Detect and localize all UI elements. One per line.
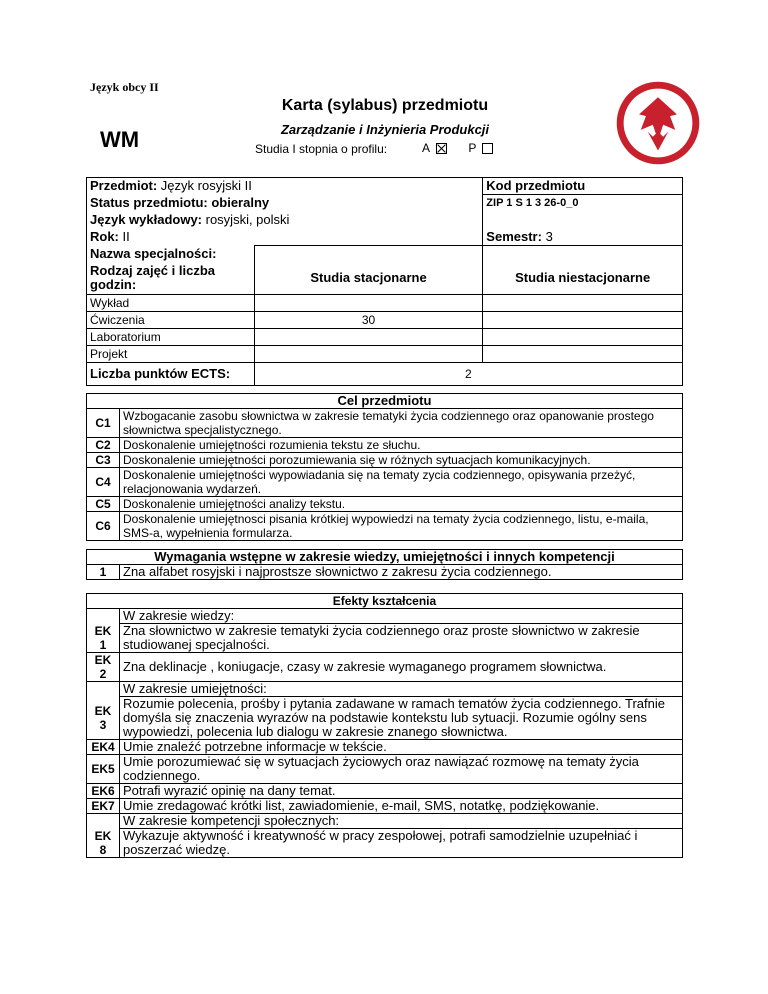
wymagania-item: Zna alfabet rosyjski i najprostsze słownictwo z zakresu życia codziennego. bbox=[120, 565, 683, 580]
cel-item: Doskonalenie umiejętności analizy tekstu. bbox=[120, 497, 683, 512]
rok-cell: Rok: II bbox=[87, 229, 483, 246]
semestr-cell: Semestr: 3 bbox=[483, 229, 683, 246]
cel-item: Wzbogacanie zasobu słownictwa w zakresie tematyki życia codziennego oraz opanowanie prostego słownictwa specjalistycznego. bbox=[120, 409, 683, 438]
efekty-item: Umie znaleźć potrzebne informacje w tekście. bbox=[120, 740, 683, 755]
efekty-table: Efekty kształcenia W zakresie wiedzy: EK 1 Zna słownictwo w zakresie tematyki życia codziennego oraz proste słownictwo w zakresie studiowanej specjalności. EK 2 Zna deklinacje , koniugacje, czasy w zakresie wymaganego programem słownictwa. W zakresie umiejętności: EK 3 Rozumie polecenia, prośby i pytania zadawane w ramach tematów życia codziennego. Trafnie domyśla się znaczenia wyrazów na podstawie kontekstu lub sytuacji. Rozumie ogólny sens wypowiedzi, polecenia lub dialogu w zakresie znanego słownictwa. EK4 Umie znaleźć potrzebne informacje w tekście. EK5 Umie porozumiewać się w sytuacjach życiowych oraz nawiązać rozmowę na tematy życia codziennego. EK6 Potrafi wyrazić opinię na dany temat. EK7 Umie zredagować krótki list, zawiadomienie, e-mail, SMS, notatkę, podziękowanie. W zakresie kompetencji społecznych: EK 8 Wykazuje aktywność i kreatywność w pracy zespołowej, potrafi samodzielnie uzupełniać i poszerzać wiedzę. bbox=[86, 593, 683, 858]
ects-label: Liczba punktów ECTS: bbox=[87, 363, 255, 386]
kod-value: ZIP 1 S 1 3 26-0_0 bbox=[483, 195, 683, 212]
faculty-name: Zarządzanie i Inżynieria Produkcji bbox=[280, 122, 490, 137]
jezyk-cell: Język wykładowy: rosyjski, polski bbox=[87, 212, 483, 229]
profile-options bbox=[422, 141, 493, 155]
cel-item: Doskonalenie umiejętnosci pisania krótkiej wypowiedzi na tematy życia codziennego, listu, e-maila, SMS-a, wypełnienia formularza. bbox=[120, 512, 683, 541]
efekty-item: Wykazuje aktywność i kreatywność w pracy zespołowej, potrafi samodzielnie uzupełniać i poszerzać wiedzę. bbox=[120, 829, 683, 858]
efekty-item: W zakresie wiedzy: bbox=[120, 609, 683, 624]
document-title: Karta (sylabus) przedmiotu bbox=[281, 97, 489, 114]
row-name: Projekt bbox=[87, 346, 255, 363]
kod-label: Kod przedmiotu bbox=[483, 178, 683, 195]
wymagania-table: Wymagania wstępne w zakresie wiedzy, umiejętności i innych kompetencji 1 Zna alfabet rosyjski i najprostsze słownictwo z zakresu życia codziennego. bbox=[86, 549, 683, 580]
cel-title: Cel przedmiotu bbox=[87, 394, 683, 409]
efekty-item: Rozumie polecenia, prośby i pytania zadawane w ramach tematów życia codziennego. Trafnie domyśla się znaczenia wyrazów na podstawie kontekstu lub sytuacji. Rozumie ogólny sens wypowiedzi, polecenia lub dialogu w zakresie znanego słownictwa. bbox=[120, 697, 683, 740]
cel-item: Doskonalenie umiejętności wypowiadania się na tematy zycia codziennego, opisywania przeżyć, relacjonowania wydarzeń. bbox=[120, 468, 683, 497]
efekty-item: Zna deklinacje , koniugacje, czasy w zakresie wymaganego programem słownictwa. bbox=[120, 653, 683, 682]
specjalnosc-label: Nazwa specjalności: bbox=[87, 246, 255, 263]
university-logo-icon bbox=[615, 80, 701, 166]
rodzaj-label: Rodzaj zajęć i liczba godzin: bbox=[87, 263, 255, 295]
efekty-item: Potrafi wyrazić opinię na dany temat. bbox=[120, 784, 683, 799]
cwiczenia-hours: 30 bbox=[254, 312, 483, 329]
niestacjonarne-header: Studia niestacjonarne bbox=[483, 263, 683, 295]
cel-table: Cel przedmiotu C1 Wzbogacanie zasobu słownictwa w zakresie tematyki życia codziennego oraz opanowanie prostego słownictwa specjalistycznego. C2 Doskonalenie umiejętności rozumienia tekstu ze słuchu. C3 Doskonalenie umiejętności porozumiewania się w różnych sytuacjach komunikacyjnych. C4 Doskonalenie umiejętności wypowiadania się na tematy zycia codziennego, opisywania przeżyć, relacjonowania wydarzeń. C5 Doskonalenie umiejętności analizy tekstu. C6 Doskonalenie umiejętnosci pisania krótkiej wypowiedzi na tematy życia codziennego, listu, e-maila, SMS-a, wypełnienia formularza. bbox=[86, 393, 683, 541]
wymagania-title: Wymagania wstępne w zakresie wiedzy, umiejętności i innych kompetencji bbox=[87, 550, 683, 565]
cel-item: Doskonalenie umiejętności rozumienia tekstu ze słuchu. bbox=[120, 438, 683, 453]
przedmiot-cell bbox=[87, 178, 483, 195]
checkbox-a-checked[interactable] bbox=[436, 143, 447, 154]
efekty-item: Umie zredagować krótki list, zawiadomienie, e-mail, SMS, notatkę, podziękowanie. bbox=[120, 799, 683, 814]
status-cell: Status przedmiotu: obieralny bbox=[87, 195, 483, 212]
row-name: Ćwiczenia bbox=[87, 312, 255, 329]
przedmiot-label: Przedmiot: bbox=[90, 178, 158, 194]
przedmiot-value: Język rosyjski II bbox=[160, 178, 252, 194]
course-short-name: Język obcy II bbox=[90, 80, 159, 94]
wm-label: WM bbox=[100, 127, 140, 152]
profile-label: Studia I stopnia o profilu: bbox=[255, 142, 388, 156]
option-p-label: P bbox=[468, 141, 477, 155]
row-name: Wykład bbox=[87, 295, 255, 312]
efekty-title: Efekty kształcenia bbox=[87, 594, 683, 609]
efekty-item: W zakresie umiejętności: bbox=[120, 682, 683, 697]
checkbox-p[interactable] bbox=[482, 143, 493, 154]
row-name: Laboratorium bbox=[87, 329, 255, 346]
course-info-table bbox=[86, 177, 683, 386]
stacjonarne-header: Studia stacjonarne bbox=[254, 263, 483, 295]
option-a-label: A bbox=[422, 141, 431, 155]
efekty-item: Zna słownictwo w zakresie tematyki życia codziennego oraz proste słownictwo w zakresie studiowanej specjalności. bbox=[120, 624, 683, 653]
efekty-item: W zakresie kompetencji społecznych: bbox=[120, 814, 683, 829]
cel-item: Doskonalenie umiejętności porozumiewania się w różnych sytuacjach komunikacyjnych. bbox=[120, 453, 683, 468]
ects-value: 2 bbox=[254, 363, 682, 386]
efekty-item: Umie porozumiewać się w sytuacjach życiowych oraz nawiązać rozmowę na tematy życia codziennego. bbox=[120, 755, 683, 784]
